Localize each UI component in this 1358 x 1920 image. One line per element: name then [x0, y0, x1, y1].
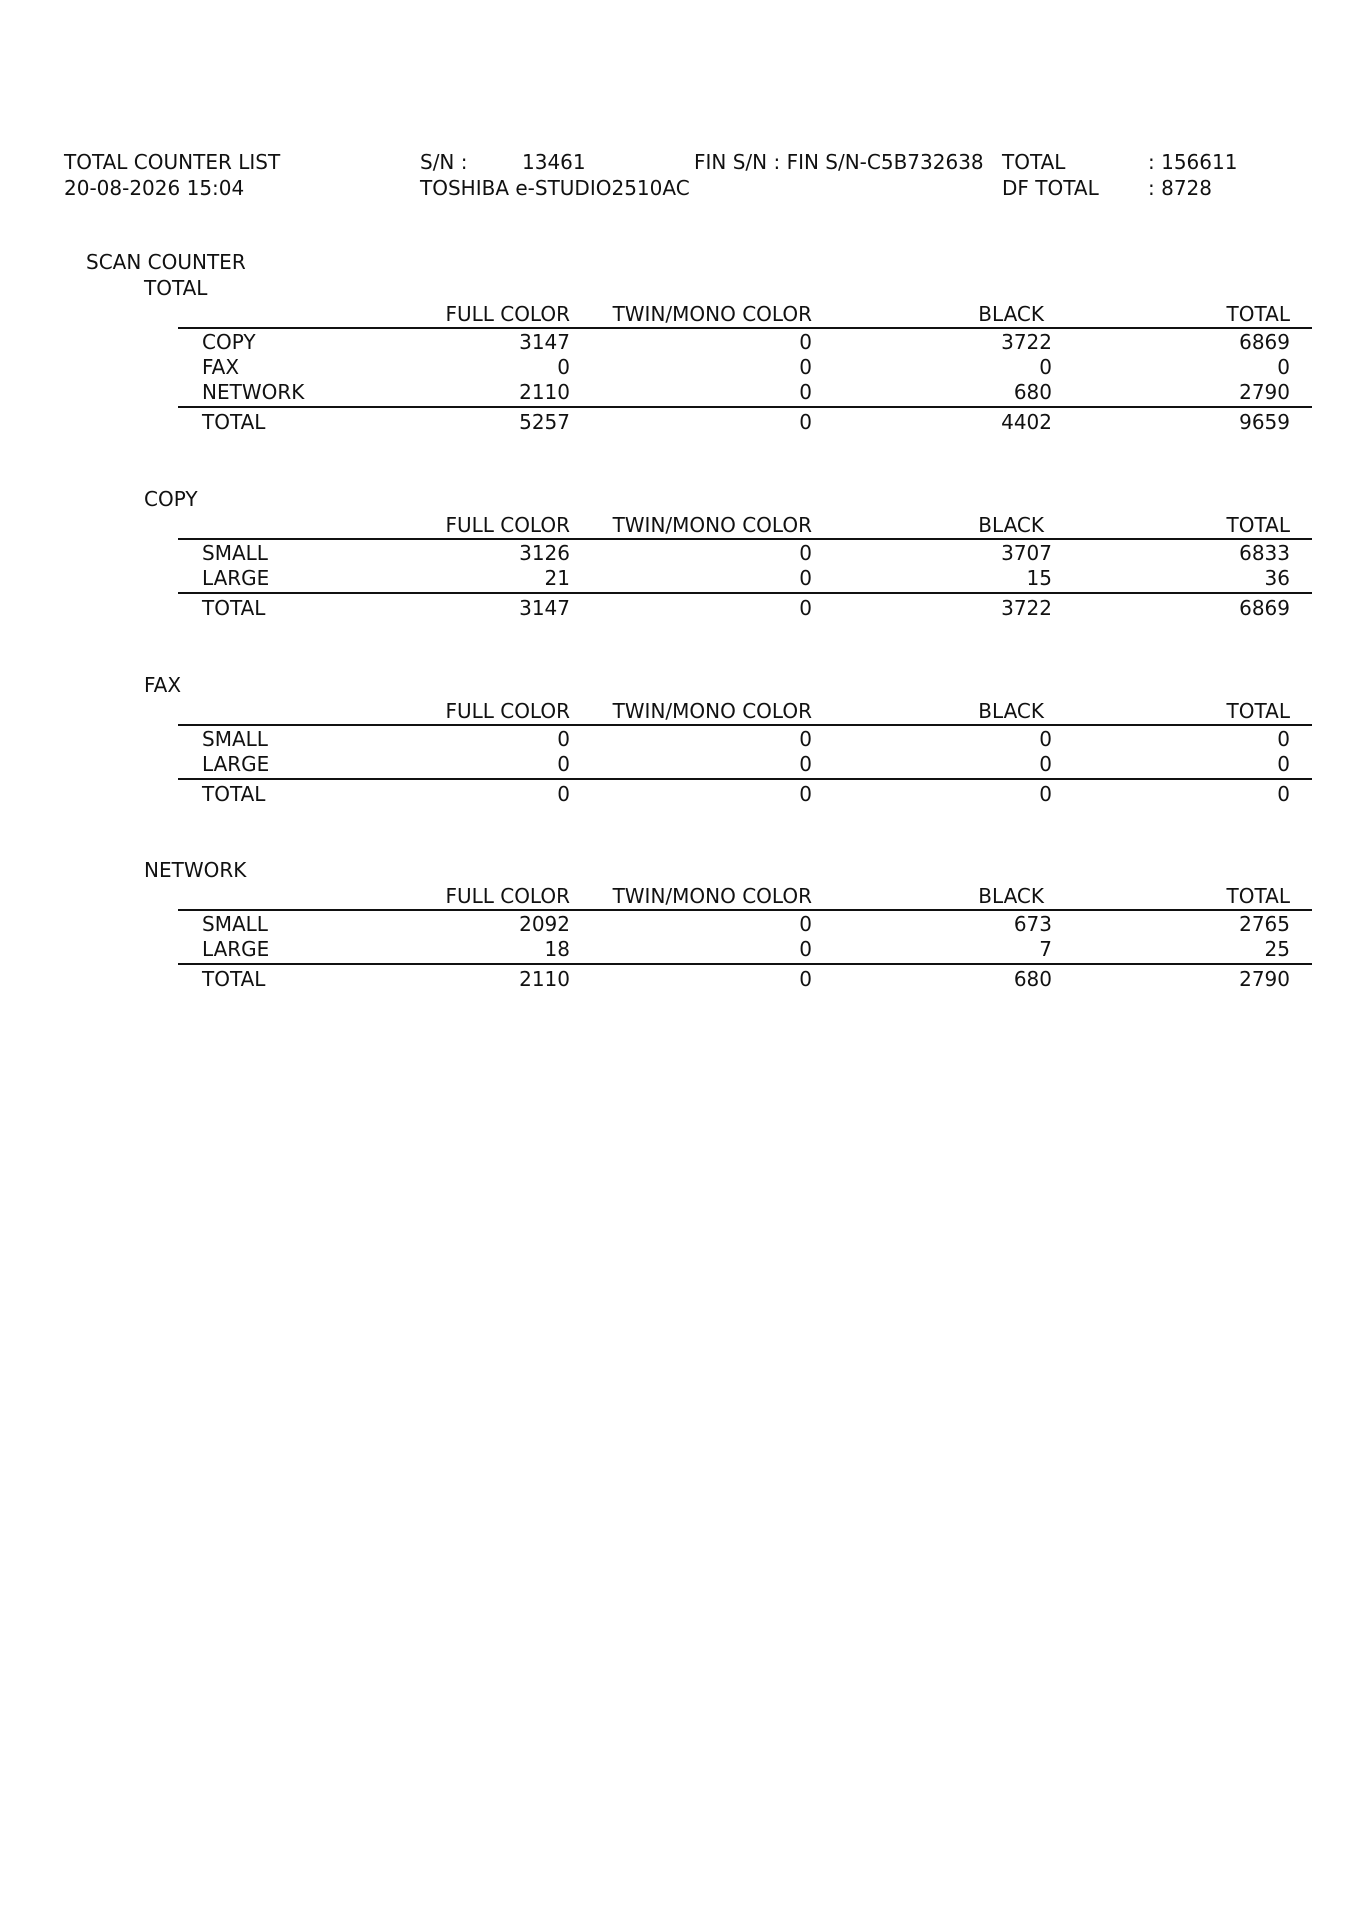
- column-header: TWIN/MONO COLOR: [612, 699, 812, 723]
- row-label: COPY: [202, 330, 256, 354]
- serial-number-value: 13461: [522, 150, 586, 174]
- table-cell: 0: [799, 752, 812, 776]
- column-header: TOTAL: [1226, 884, 1290, 908]
- column-header: BLACK: [978, 513, 1044, 537]
- table-cell: 2790: [1239, 380, 1290, 404]
- table-cell: 0: [557, 752, 570, 776]
- total-rule: [178, 778, 1312, 780]
- total-cell: 5257: [519, 410, 570, 434]
- column-header: TOTAL: [1226, 513, 1290, 537]
- table-cell: 18: [544, 937, 570, 961]
- table-cell: 3126: [519, 541, 570, 565]
- table-cell: 0: [557, 727, 570, 751]
- table-cell: 2092: [519, 912, 570, 936]
- column-header: TWIN/MONO COLOR: [612, 884, 812, 908]
- df-total-value: : 8728: [1148, 176, 1212, 200]
- total-row-label: TOTAL: [202, 782, 266, 806]
- table-cell: 0: [799, 355, 812, 379]
- section-title: NETWORK: [144, 858, 247, 882]
- table-cell: 0: [1039, 355, 1052, 379]
- table-cell: 3707: [1001, 541, 1052, 565]
- total-count-label: TOTAL: [1002, 150, 1066, 174]
- table-cell: 2110: [519, 380, 570, 404]
- scan-counter-heading: SCAN COUNTER: [86, 250, 246, 274]
- table-cell: 0: [1277, 355, 1290, 379]
- table-cell: 7: [1039, 937, 1052, 961]
- row-label: SMALL: [202, 727, 268, 751]
- table-cell: 0: [799, 912, 812, 936]
- table-cell: 680: [1013, 380, 1052, 404]
- table-cell: 3722: [1001, 330, 1052, 354]
- header-rule: [178, 538, 1312, 540]
- table-cell: 0: [799, 380, 812, 404]
- total-cell: 0: [1277, 782, 1290, 806]
- serial-number-label: S/N :: [420, 150, 468, 174]
- table-cell: 0: [1277, 752, 1290, 776]
- report-title: TOTAL COUNTER LIST: [64, 150, 281, 174]
- total-cell: 0: [799, 410, 812, 434]
- total-cell: 6869: [1239, 596, 1290, 620]
- total-cell: 0: [557, 782, 570, 806]
- total-cell: 3147: [519, 596, 570, 620]
- column-header: TOTAL: [1226, 302, 1290, 326]
- row-label: LARGE: [202, 752, 270, 776]
- column-header: BLACK: [978, 302, 1044, 326]
- table-cell: 6869: [1239, 330, 1290, 354]
- table-cell: 0: [799, 566, 812, 590]
- table-cell: 0: [799, 727, 812, 751]
- total-cell: 0: [799, 782, 812, 806]
- header-rule: [178, 724, 1312, 726]
- row-label: NETWORK: [202, 380, 305, 404]
- total-row-label: TOTAL: [202, 967, 266, 991]
- total-row-label: TOTAL: [202, 596, 266, 620]
- column-header: FULL COLOR: [445, 302, 570, 326]
- row-label: SMALL: [202, 912, 268, 936]
- total-count-value: : 156611: [1148, 150, 1238, 174]
- table-cell: 15: [1026, 566, 1052, 590]
- total-rule: [178, 963, 1312, 965]
- column-header: TWIN/MONO COLOR: [612, 513, 812, 537]
- table-cell: 0: [799, 541, 812, 565]
- total-rule: [178, 406, 1312, 408]
- table-cell: 0: [1277, 727, 1290, 751]
- table-cell: 2765: [1239, 912, 1290, 936]
- header-rule: [178, 909, 1312, 911]
- table-cell: 0: [799, 330, 812, 354]
- column-header: TWIN/MONO COLOR: [612, 302, 812, 326]
- row-label: FAX: [202, 355, 240, 379]
- table-cell: 3147: [519, 330, 570, 354]
- total-cell: 4402: [1001, 410, 1052, 434]
- total-cell: 2790: [1239, 967, 1290, 991]
- table-cell: 0: [1039, 727, 1052, 751]
- section-title: COPY: [144, 487, 198, 511]
- total-cell: 3722: [1001, 596, 1052, 620]
- total-row-label: TOTAL: [202, 410, 266, 434]
- column-header: BLACK: [978, 699, 1044, 723]
- column-header: FULL COLOR: [445, 513, 570, 537]
- total-cell: 0: [1039, 782, 1052, 806]
- total-cell: 0: [799, 967, 812, 991]
- table-cell: 0: [799, 937, 812, 961]
- table-cell: 6833: [1239, 541, 1290, 565]
- header-rule: [178, 327, 1312, 329]
- column-header: FULL COLOR: [445, 884, 570, 908]
- total-rule: [178, 592, 1312, 594]
- column-header: FULL COLOR: [445, 699, 570, 723]
- table-cell: 673: [1013, 912, 1052, 936]
- report-datetime: 20-08-2026 15:04: [64, 176, 245, 200]
- row-label: LARGE: [202, 566, 270, 590]
- row-label: LARGE: [202, 937, 270, 961]
- table-cell: 36: [1264, 566, 1290, 590]
- total-cell: 9659: [1239, 410, 1290, 434]
- device-model: TOSHIBA e-STUDIO2510AC: [420, 176, 690, 200]
- finisher-serial-number: FIN S/N : FIN S/N-C5B732638: [694, 150, 984, 174]
- df-total-label: DF TOTAL: [1002, 176, 1099, 200]
- total-cell: 680: [1013, 967, 1052, 991]
- section-title: TOTAL: [144, 276, 208, 300]
- total-cell: 2110: [519, 967, 570, 991]
- column-header: TOTAL: [1226, 699, 1290, 723]
- row-label: SMALL: [202, 541, 268, 565]
- column-header: BLACK: [978, 884, 1044, 908]
- total-cell: 0: [799, 596, 812, 620]
- table-cell: 21: [544, 566, 570, 590]
- table-cell: 0: [1039, 752, 1052, 776]
- table-cell: 25: [1264, 937, 1290, 961]
- table-cell: 0: [557, 355, 570, 379]
- section-title: FAX: [144, 673, 182, 697]
